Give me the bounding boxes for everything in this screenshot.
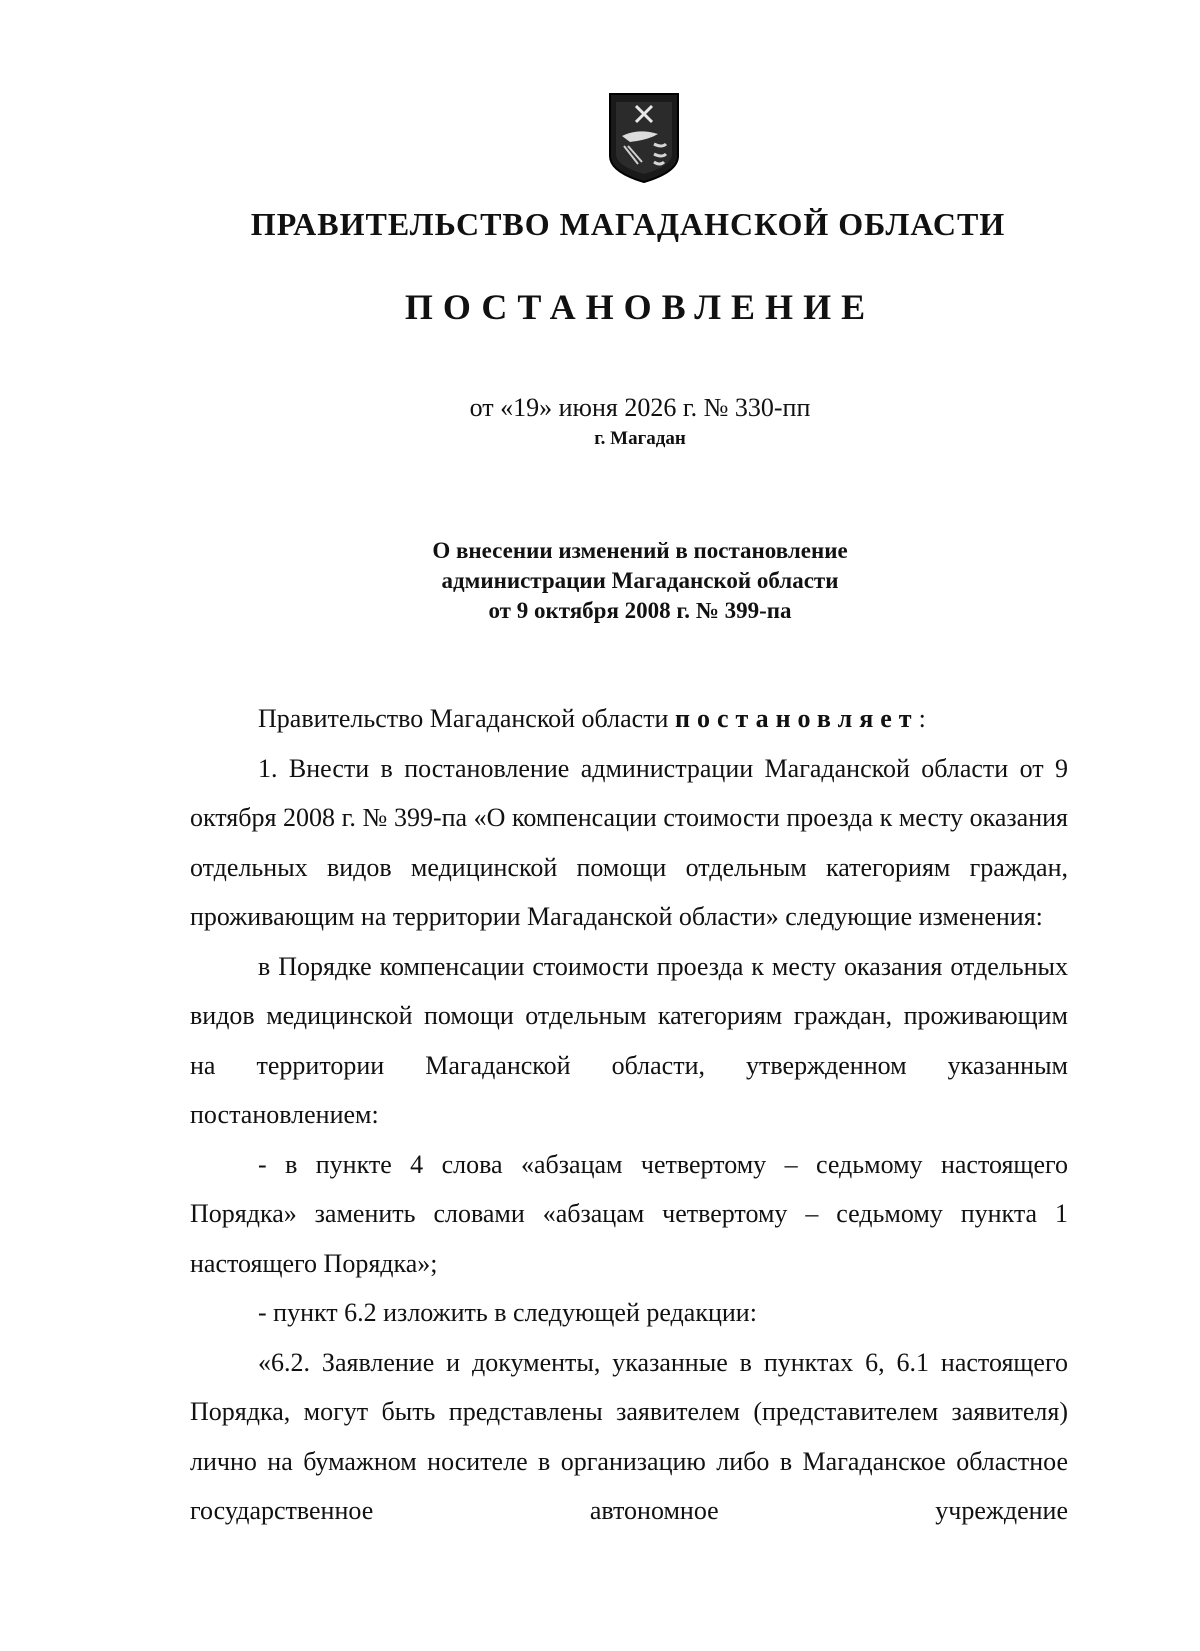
- subject-line: администрации Магаданской области: [441, 568, 839, 593]
- preamble-verb: постановляет: [674, 704, 919, 733]
- city-name: г. Магадан: [594, 428, 686, 449]
- coat-of-arms-icon: [608, 92, 680, 184]
- subject-line: О внесении изменений в постановление: [432, 538, 848, 563]
- subject-line: от 9 октября 2008 г. № 399-па: [488, 598, 792, 623]
- preamble-text: Правительство Магаданской области: [258, 704, 675, 733]
- paragraph-2: в Порядке компенсации стоимости проезда к месту оказания отдельных видов медицинской помощи отдельным категориям граждан, проживающим на территории Магаданской области, утвержденном указанным постановлением:: [190, 951, 1068, 1129]
- preamble-paragraph: [190, 694, 1068, 744]
- paragraph-1: 1. Внести в постановление администрации Магаданской области от 9 октября 2008 г. № 399-па «О компенсации стоимости проезда к месту оказания отдельных видов медицинской помощи отдельным категориям граждан, проживающим на территории Магаданской области» следующие изменения:: [190, 753, 1068, 931]
- document-body: [190, 694, 1068, 1536]
- paragraph-3: - в пункте 4 слова «абзацам четвертому – седьмому настоящего Порядка» заменить словами «абзацам четвертому – седьмому пункта 1 настоящего Порядка»;: [190, 1149, 1068, 1278]
- government-title: ПРАВИТЕЛЬСТВО МАГАДАНСКОЙ ОБЛАСТИ: [250, 206, 1006, 242]
- date-number-line: от «19» июня 2026 г. № 330-пп: [469, 393, 811, 422]
- paragraph-5: «6.2. Заявление и документы, указанные в пунктах 6, 6.1 настоящего Порядка, могут быть представлены заявителем (представителем заявителя) лично на бумажном носителе в организацию либо в Магаданское областное государственное автономное учреждение: [190, 1347, 1068, 1525]
- document-type: ПОСТАНОВЛЕНИЕ: [404, 287, 876, 327]
- paragraph-4: - пункт 6.2 изложить в следующей редакции:: [258, 1298, 757, 1327]
- document-subject: [40, 536, 1200, 626]
- preamble-colon: :: [918, 704, 926, 733]
